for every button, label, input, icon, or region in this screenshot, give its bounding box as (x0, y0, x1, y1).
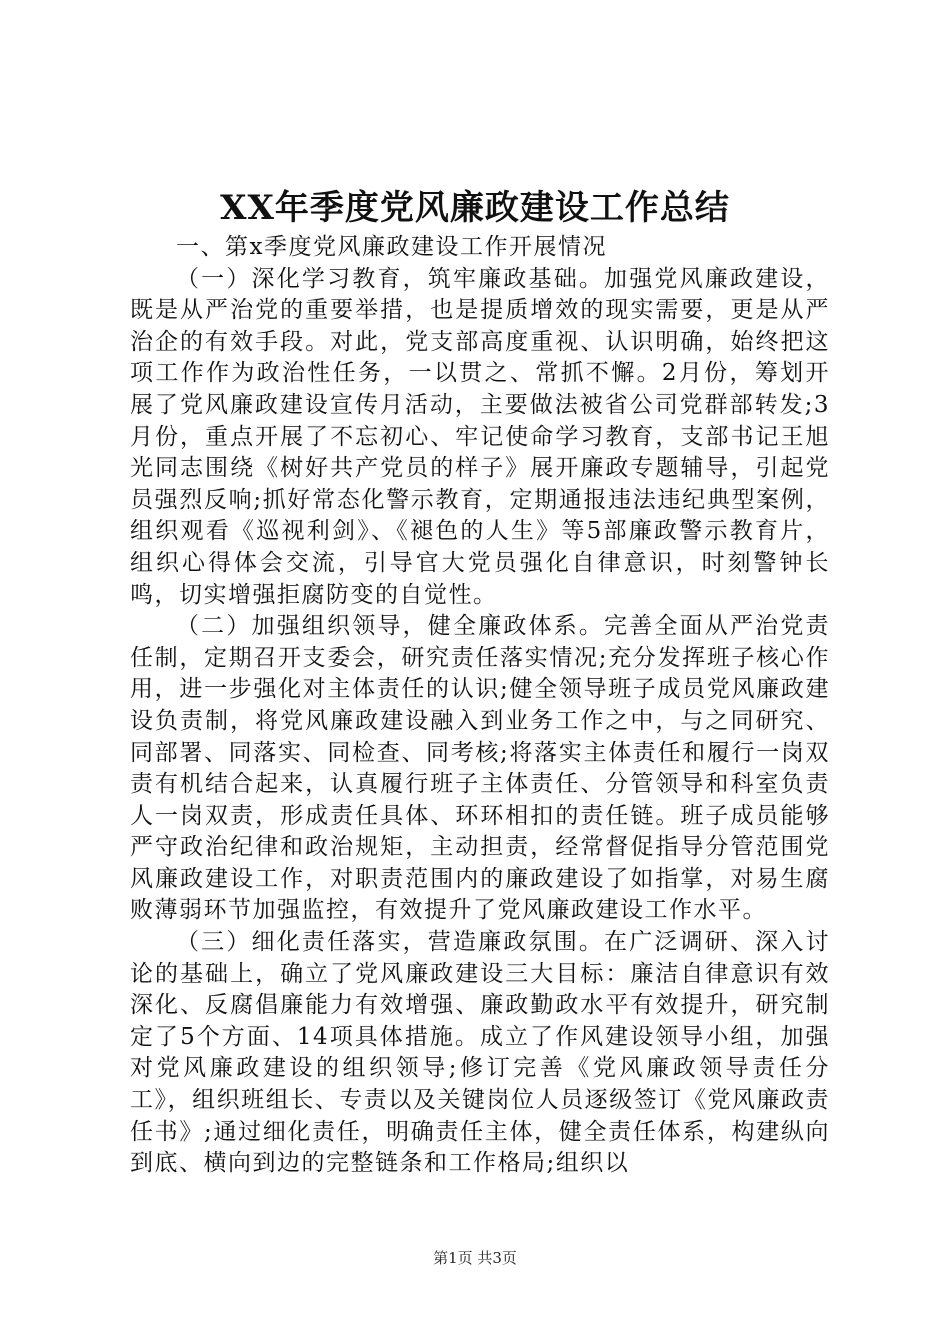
page-footer: 第1页 共3页 (433, 1249, 517, 1267)
document-body (130, 232, 830, 1180)
paragraph-2: （二）加强组织领导，健全廉政体系。完善全面从严治党责任制，定期召开支委会，研究责任落实情况;充分发挥班子核心作用，进一步强化对主体责任的认识;健全领导班子成员党风廉政建设负责制，将党风廉政建设融入到业务工作之中，与之同研究、同部署、同落实、同检查、同考核;将落实主体责任和履行一岗双责有机结合起来，认真履行班子主体责任、分管领导和科室负责人一岗双责，形成责任具体、环环相扣的责任链。班子成员能够严守政治纪律和政治规矩，主动担责，经常督促指导分管范围党风廉政建设工作，对职责范围内的廉政建设了如指掌，对易生腐败薄弱环节加强监控，有效提升了党风廉政建设工作水平。 (130, 613, 830, 924)
document-title: XX年季度党风廉政建设工作总结 (220, 188, 730, 228)
section-heading: 一、第x季度党风廉政建设工作开展情况 (176, 234, 607, 260)
paragraph-3: （三）细化责任落实，营造廉政氛围。在广泛调研、深入讨论的基础上，确立了党风廉政建设三大目标：廉洁自律意识有效深化、反腐倡廉能力有效增强、廉政勤政水平有效提升，研究制定了5个方面、14项具体措施。成立了作风建设领导小组，加强对党风廉政建设的组织领导;修订完善《党风廉政领导责任分工》，组织班组长、专责以及关键岗位人员逐级签订《党风廉政责任书》;通过细化责任，明确责任主体，健全责任体系，构建纵向到底、横向到边的完整链条和工作格局;组织以 (130, 929, 830, 1177)
paragraph-1: （一）深化学习教育，筑牢廉政基础。加强党风廉政建设，既是从严治党的重要举措，也是提质增效的现实需要，更是从严治企的有效手段。对此，党支部高度重视、认识明确，始终把这项工作作为政治性任务，一以贯之、常抓不懈。2月份，筹划开展了党风廉政建设宣传月活动，主要做法被省公司党群部转发;3月份，重点开展了不忘初心、牢记使命学习教育，支部书记王旭光同志围绕《树好共产党员的样子》展开廉政专题辅导，引起党员强烈反响;抓好常态化警示教育，定期通报违法违纪典型案例，组织观看《巡视利剑》、《褪色的人生》等5部廉政警示教育片，组织心得体会交流，引导官大党员强化自律意识，时刻警钟长鸣，切实增强拒腐防变的自觉性。 (130, 265, 830, 608)
